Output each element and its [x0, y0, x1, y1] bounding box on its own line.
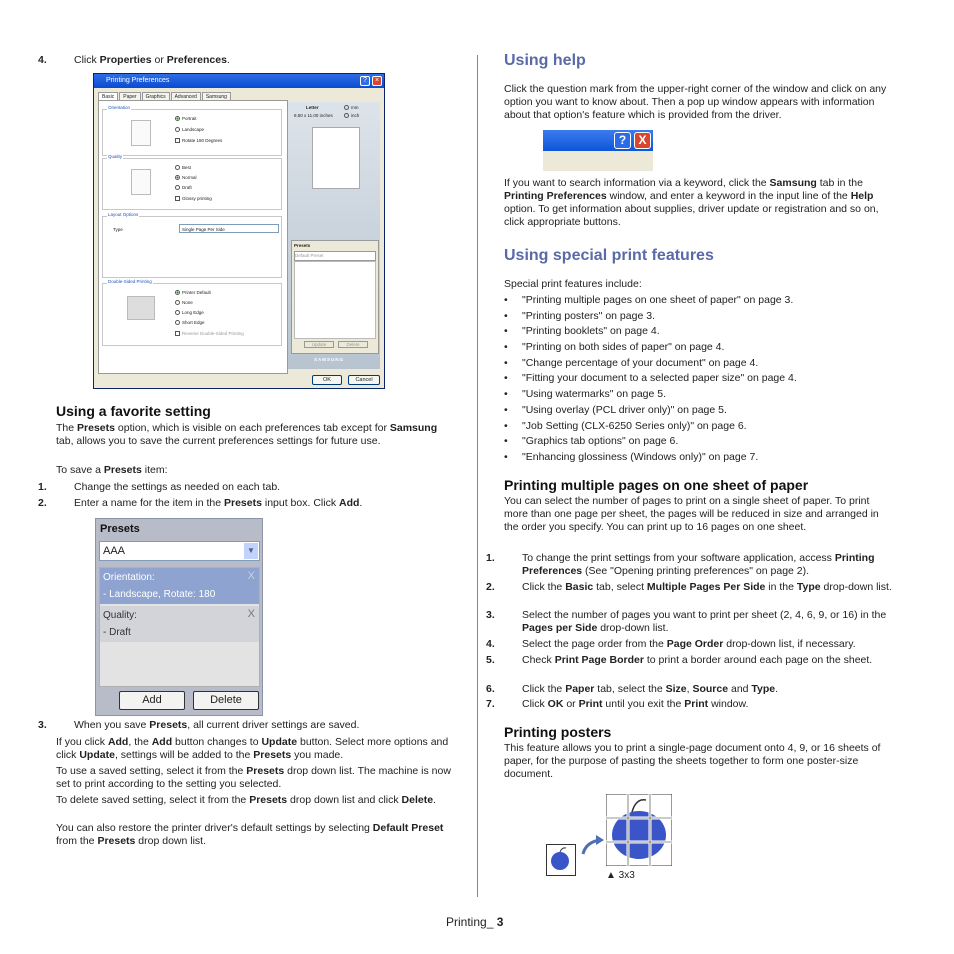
presets-small-select[interactable]: Default Preset: [294, 251, 376, 261]
special-feature-text: "Using watermarks" on page 5.: [522, 388, 667, 401]
special-feature-text: "Printing posters" on page 3.: [522, 309, 655, 322]
bullet: •: [504, 388, 508, 401]
presets-delete-button[interactable]: Delete: [338, 341, 368, 348]
tab-advanced[interactable]: Advanced: [171, 92, 201, 101]
window-titlebar: [94, 74, 384, 88]
landscape-option[interactable]: Landscape: [175, 127, 204, 132]
printing-posters-heading: Printing posters: [504, 724, 612, 740]
printing-preferences-window: [93, 73, 385, 389]
poster-caption: ▲ 3x3: [606, 870, 635, 881]
arrow-icon: [580, 834, 606, 858]
special-feature-text: "Change percentage of your document" on page 4.: [522, 356, 759, 369]
using-help-heading: Using help: [504, 52, 586, 69]
preview-panel: [288, 102, 380, 369]
orientation-group: [102, 105, 282, 156]
help-icon[interactable]: ?: [360, 76, 370, 86]
chevron-down-icon[interactable]: ▼: [244, 543, 258, 559]
column-divider: [477, 55, 478, 897]
delete-button[interactable]: Delete: [193, 691, 259, 710]
multi-step-3: 3. Select the number of pages you want to print per sheet (2, 4, 6, 9, or 16) in the Pages per Side drop-down list.: [486, 609, 887, 634]
special-feature-item[interactable]: [504, 310, 896, 323]
remove-icon[interactable]: X: [247, 608, 255, 620]
posters-paragraph: This feature allows you to print a single-page document onto 4, 9, or 16 sheets of paper, for the purpose of pasting the sheets together to form one poster-size document.: [504, 742, 881, 780]
multiple-pages-heading: Printing multiple pages on one sheet of paper: [504, 477, 809, 493]
presets-small-list: [294, 261, 376, 339]
multi-step-7: 7. Click OK or Print until you exit the Print window.: [486, 698, 749, 710]
tab-paper[interactable]: Paper: [119, 92, 140, 101]
bullet: •: [504, 435, 508, 448]
remove-icon[interactable]: X: [247, 570, 255, 582]
favorite-paragraph-6: You can also restore the printer driver's default settings by selecting Default Preset from the Presets drop down list.: [56, 822, 444, 847]
special-feature-item[interactable]: [504, 357, 896, 370]
special-intro: Special print features include:: [504, 278, 642, 290]
special-feature-text: "Using overlay (PCL driver only)" on page 5.: [522, 403, 727, 416]
special-feature-item[interactable]: [504, 388, 896, 401]
preset-item-title: Orientation:: [103, 572, 155, 583]
special-feature-text: "Fitting your document to a selected paper size" on page 4.: [522, 372, 797, 385]
close-icon[interactable]: ×: [372, 76, 382, 86]
normal-option[interactable]: Normal: [175, 175, 197, 180]
step-4: 4. Click Properties or Preferences.: [38, 54, 230, 66]
question-mark-icon[interactable]: ?: [614, 132, 631, 149]
unit-inch-option[interactable]: inch: [344, 113, 359, 118]
favorite-paragraph-1: The Presets option, which is visible on each preferences tab except for Samsung tab, allows you to save the current preferences settings for future use.: [56, 422, 438, 447]
rotate-180-option[interactable]: Rotate 180 Degrees: [175, 138, 222, 143]
orientation-image: [131, 120, 151, 146]
favorite-paragraph-5: To delete saved setting, select it from the Presets drop down list and click Delete.: [56, 794, 436, 806]
special-feature-text: "Enhancing glossiness (Windows only)" on page 7.: [522, 450, 759, 463]
favorite-paragraph-4: To use a saved setting, select it from the Presets drop down list. The machine is now set to print according to the setting you selected.: [56, 765, 451, 790]
type-label: Type: [113, 227, 123, 232]
tab-basic[interactable]: Basic: [98, 92, 118, 101]
preset-item-orientation[interactable]: [100, 568, 259, 604]
portrait-option[interactable]: Portrait: [175, 116, 197, 121]
presets-panel-small: [291, 240, 379, 354]
multi-step-4: 4. Select the page order from the Page Order drop-down list, if necessary.: [486, 638, 856, 650]
reverse-duplex-option[interactable]: Reverse Double-Sided Printing: [175, 331, 244, 336]
special-features-heading: Using special print features: [504, 247, 714, 264]
long-edge-option[interactable]: Long Edge: [175, 310, 204, 315]
help-paragraph-1: Click the question mark from the upper-right corner of the window and click on any option you want to know about. Then a pop up window appears with information about that option's feature which is provided from the driver.: [504, 83, 887, 121]
multi-step-2: 2. Click the Basic tab, select Multiple Pages Per Side in the Type drop-down list.: [486, 581, 892, 593]
presets-input[interactable]: AAA ▼: [99, 541, 260, 561]
bullet: •: [504, 419, 508, 432]
presets-list: [99, 567, 260, 687]
favorite-paragraph-3: If you click Add, the Add button changes to Update button. Select more options and click Update, settings will be added to the Presets you made.: [56, 736, 449, 761]
multiple-pages-paragraph: You can select the number of pages to print on a single sheet of paper. To print more than one page per sheet, the pages will be reduced in size and arranged in the order you specify. You can print up to 16 pages on one sheet.: [504, 495, 879, 533]
bullet: •: [504, 403, 508, 416]
preset-item-quality[interactable]: [100, 606, 259, 642]
special-feature-text: "Job Setting (CLX-6250 Series only)" on page 6.: [522, 419, 747, 432]
bullet: •: [504, 372, 508, 385]
special-feature-item[interactable]: [504, 404, 896, 417]
multi-step-6: 6. Click the Paper tab, select the Size, Source and Type.: [486, 683, 779, 695]
short-edge-option[interactable]: Short Edge: [175, 320, 205, 325]
preset-item-value: - Draft: [103, 627, 131, 638]
quality-label: Quality: [108, 154, 123, 159]
special-feature-item[interactable]: [504, 451, 896, 464]
special-feature-item[interactable]: [504, 294, 896, 307]
bullet: •: [504, 341, 508, 354]
special-feature-text: "Printing booklets" on page 4.: [522, 325, 660, 338]
bullet: •: [504, 356, 508, 369]
bullet: •: [504, 450, 508, 463]
draft-option[interactable]: Draft: [175, 185, 192, 190]
special-feature-item[interactable]: [504, 341, 896, 354]
none-option[interactable]: None: [175, 300, 193, 305]
type-select[interactable]: Single Page Per Side: [179, 224, 279, 233]
bullet: •: [504, 294, 508, 306]
presets-title: Presets: [100, 523, 140, 535]
special-feature-item[interactable]: [504, 420, 896, 433]
ok-button[interactable]: OK: [312, 375, 342, 385]
glossy-option[interactable]: Glossy printing: [175, 196, 212, 201]
paper-name: Letter: [306, 105, 319, 110]
cancel-button[interactable]: Cancel: [348, 375, 380, 385]
multi-step-5: 5. Check Print Page Border to print a border around each page on the sheet.: [486, 654, 873, 666]
page-preview: [312, 127, 360, 189]
poster-grid-image: [606, 794, 672, 866]
favorite-paragraph-2: To save a Presets item:: [56, 464, 168, 476]
favorite-step-1: 1. Change the settings as needed on each tab.: [38, 481, 281, 493]
special-feature-text: "Graphics tab options" on page 6.: [522, 435, 679, 448]
window-title: Printing Preferences: [106, 77, 170, 84]
tab-graphics[interactable]: Graphics: [142, 92, 170, 101]
layout-options-group: [102, 212, 282, 278]
multi-step-1: 1. To change the print settings from your software application, access Printing Preferences (See "Opening printing preferences" on page 2).: [486, 552, 875, 577]
best-option[interactable]: Best: [175, 165, 191, 170]
favorite-setting-heading: Using a favorite setting: [56, 403, 211, 419]
special-feature-text: "Printing multiple pages on one sheet of paper" on page 3.: [522, 294, 794, 306]
bullet: •: [504, 309, 508, 322]
printer-image: [127, 296, 155, 320]
presets-update-button[interactable]: Update: [304, 341, 334, 348]
preset-item-title: Quality:: [103, 610, 137, 621]
double-sided-label: Double-Sided Printing: [108, 279, 152, 284]
favorite-step-3: 3. When you save Presets, all current driver settings are saved.: [38, 719, 360, 731]
special-feature-item[interactable]: [504, 325, 896, 338]
samsung-logo: SAMSUNG: [314, 357, 345, 362]
presets-panel: [95, 518, 263, 716]
special-features-list: [504, 294, 896, 467]
add-button[interactable]: Add: [119, 691, 185, 710]
single-page-image: [546, 844, 576, 876]
preset-item-value: - Landscape, Rotate: 180: [103, 589, 216, 600]
orientation-label: Orientation: [108, 105, 131, 110]
layout-options-label: Layout Options: [108, 212, 139, 217]
bullet: •: [504, 325, 508, 338]
paper-size: 8.50 x 11.00 inches: [294, 113, 333, 118]
quality-image: [131, 169, 151, 195]
page-footer: Printing_ 3: [446, 915, 504, 929]
presets-small-label: Presets: [294, 243, 311, 248]
favorite-step-2: 2. Enter a name for the item in the Presets input box. Click Add.: [38, 497, 363, 509]
unit-mm-option[interactable]: mm: [344, 105, 359, 110]
help-paragraph-2: If you want to search information via a keyword, click the Samsung tab in the Printing Preferences window, and enter a keyword in the input line of the Help option. To get information about supplies, driver update or registration and so on, click appropriate buttons.: [504, 177, 879, 228]
special-feature-item[interactable]: [504, 435, 896, 448]
printer-default-option[interactable]: Printer Default: [175, 290, 211, 295]
tab-samsung[interactable]: Samsung: [202, 92, 231, 101]
special-feature-text: "Printing on both sides of paper" on page 4.: [522, 341, 725, 354]
double-sided-group: [102, 279, 282, 346]
help-titlebar-image: [543, 130, 653, 171]
special-feature-item[interactable]: [504, 372, 896, 385]
close-icon[interactable]: X: [634, 132, 651, 149]
quality-group: [102, 154, 282, 210]
